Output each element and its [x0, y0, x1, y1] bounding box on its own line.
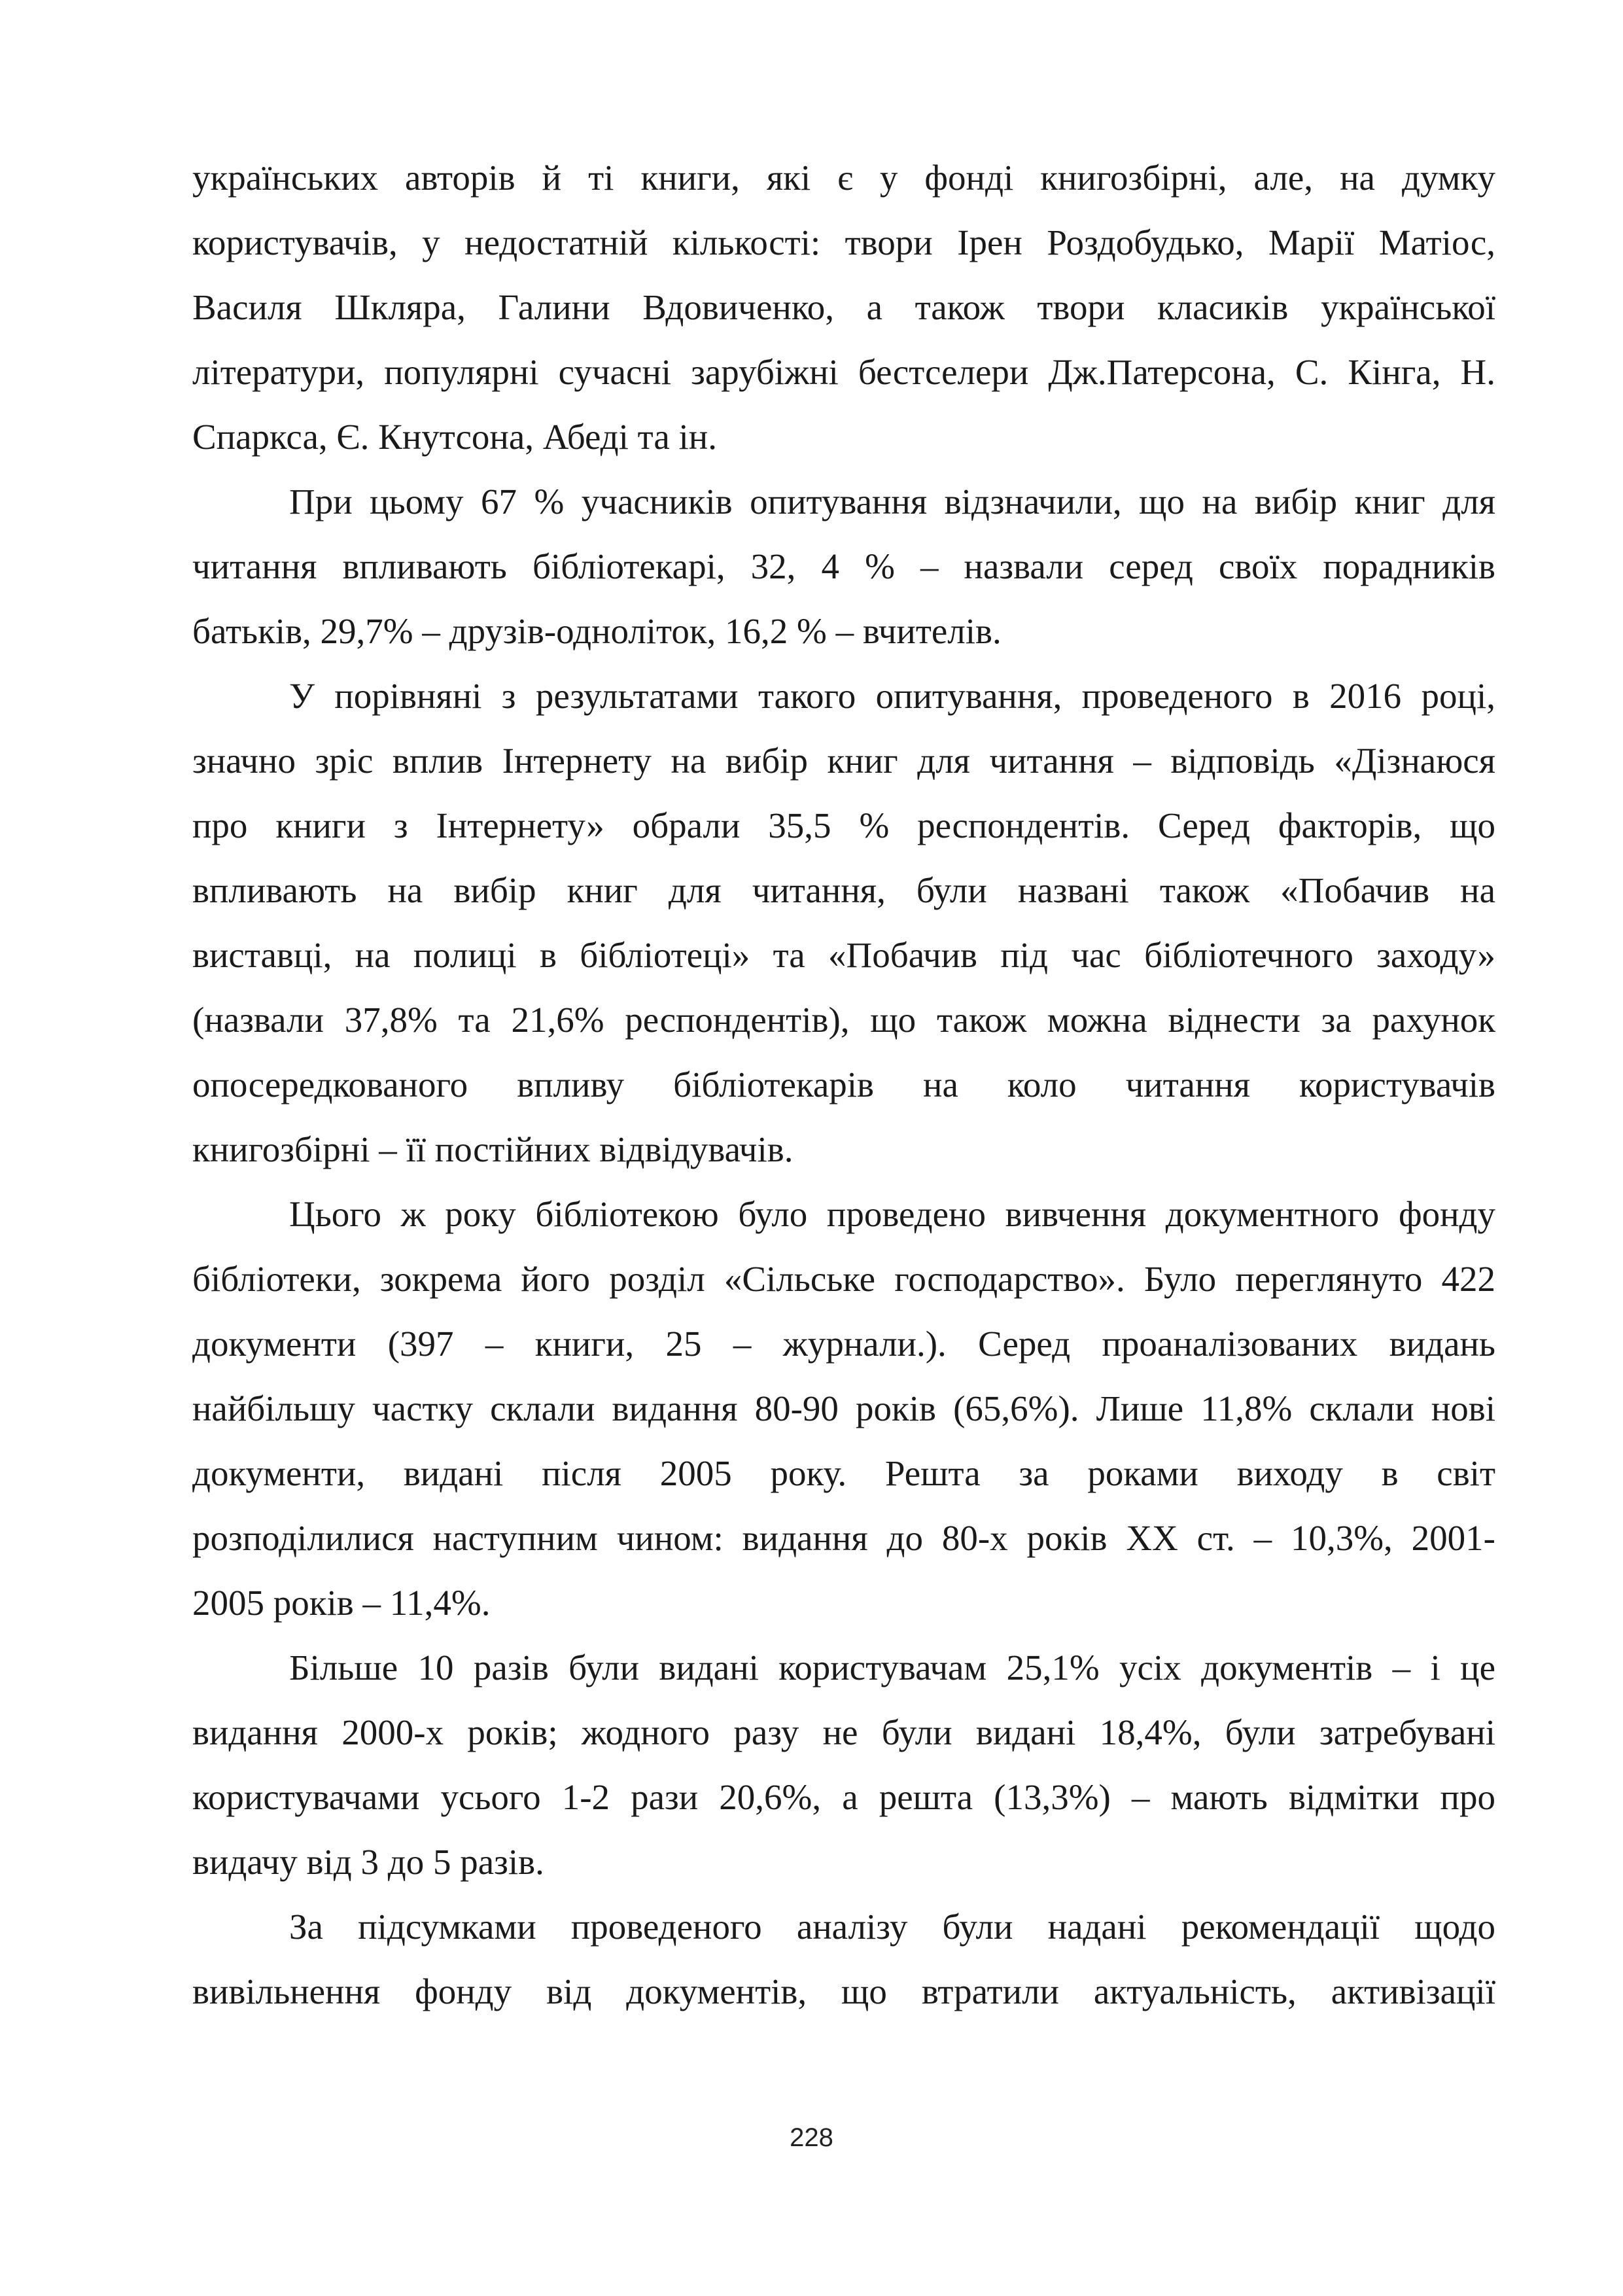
paragraph-2	[192, 469, 1495, 663]
paragraph-line: Спаркса, Є. Кнутсона, Абеді та ін.	[192, 417, 717, 457]
paragraph-line: видачу від 3 до 5 разів.	[192, 1842, 544, 1882]
document-body	[192, 145, 1495, 2024]
paragraph-line: документи (397 – книги, 25 – журнали.). Серед проаналізованих видань	[192, 1324, 1495, 1364]
paragraph-line: видання 2000-х років; жодного разу не були видані 18,4%, були затребувані	[192, 1712, 1495, 1752]
paragraph-5	[192, 1635, 1495, 1894]
paragraph-line: літератури, популярні сучасні зарубіжні бестселери Дж.Патерсона, С. Кінга, Н.	[192, 352, 1495, 392]
paragraph-line: значно зріс вплив Інтернету на вибір книг для читання – відповідь «Дізнаюся	[192, 741, 1495, 781]
paragraph-line: Василя Шкляра, Галини Вдовиченко, а також твори класиків української	[192, 287, 1495, 327]
paragraph-line: опосередкованого впливу бібліотекарів на коло читання користувачів	[192, 1065, 1495, 1104]
paragraph-line: батьків, 29,7% – друзів-одноліток, 16,2 % – вчителів.	[192, 611, 1002, 651]
paragraph-3	[192, 663, 1495, 1182]
paragraph-1	[192, 145, 1495, 469]
paragraph-4	[192, 1182, 1495, 1635]
paragraph-line: користувачів, у недостатній кількості: твори Ірен Роздобудько, Марії Матіос,	[192, 222, 1495, 262]
paragraph-line: впливають на вибір книг для читання, були названі також «Побачив на	[192, 870, 1495, 910]
paragraph-line: найбільшу частку склали видання 80-90 років (65,6%). Лише 11,8% склали нові	[192, 1388, 1495, 1428]
paragraph-line: За підсумками проведеного аналізу були надані рекомендації щодо	[289, 1907, 1495, 1947]
paragraph-line: У порівняні з результатами такого опитування, проведеного в 2016 році,	[289, 676, 1495, 716]
paragraph-line: При цьому 67 % учасників опитування відзначили, що на вибір книг для	[289, 482, 1495, 521]
paragraph-line: українських авторів й ті книги, які є у фонді книгозбірні, але, на думку	[192, 158, 1495, 198]
paragraph-line: бібліотеки, зокрема його розділ «Сільське господарство». Було переглянуто 422	[192, 1259, 1495, 1299]
paragraph-line: вивільнення фонду від документів, що втратили актуальність, активізації	[192, 1971, 1495, 2011]
paragraph-line: книгозбірні – її постійних відвідувачів.	[192, 1129, 794, 1169]
paragraph-line: про книги з Інтернету» обрали 35,5 % респондентів. Серед факторів, що	[192, 805, 1495, 845]
page-number: 228	[790, 2123, 833, 2152]
paragraph-line: документи, видані після 2005 року. Решта за роками виходу в світ	[192, 1453, 1495, 1493]
paragraph-line: виставці, на полиці в бібліотеці» та «Побачив під час бібліотечного заходу»	[192, 935, 1495, 975]
paragraph-6	[192, 1894, 1495, 2024]
paragraph-line: Більше 10 разів були видані користувачам 25,1% усіх документів – і це	[289, 1648, 1495, 1687]
paragraph-line: розподілилися наступним чином: видання до 80-х років ХХ ст. – 10,3%, 2001-	[192, 1518, 1495, 1558]
paragraph-line: користувачами усього 1-2 рази 20,6%, а решта (13,3%) – мають відмітки про	[192, 1777, 1495, 1817]
paragraph-line: читання впливають бібліотекарі, 32, 4 % – назвали серед своїх порадників	[192, 546, 1495, 586]
paragraph-line: (назвали 37,8% та 21,6% респондентів), що також можна віднести за рахунок	[192, 1000, 1495, 1040]
paragraph-line: 2005 років – 11,4%.	[192, 1583, 491, 1623]
paragraph-line: Цього ж року бібліотекою було проведено вивчення документного фонду	[289, 1194, 1495, 1234]
